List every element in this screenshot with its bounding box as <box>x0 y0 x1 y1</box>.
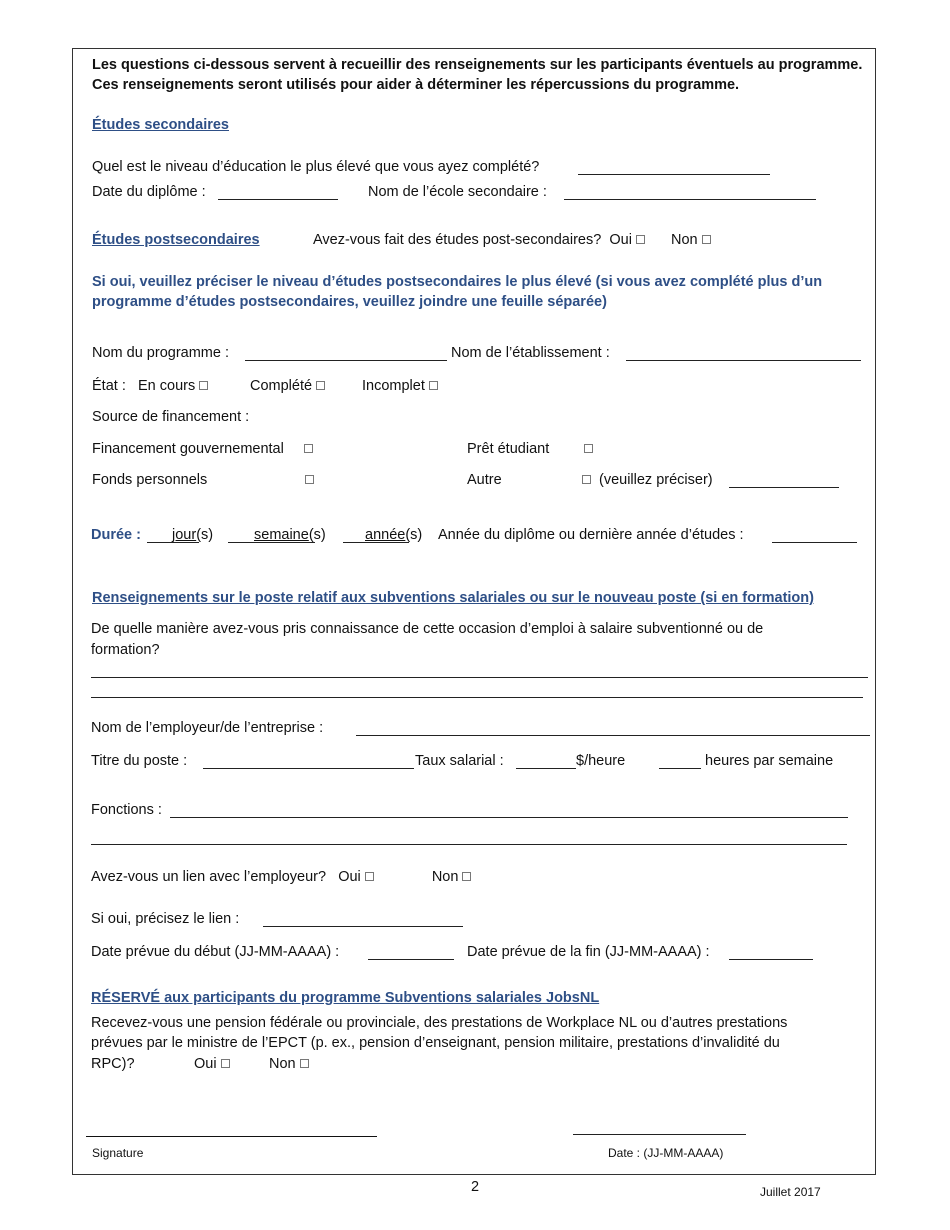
duration-days: jour(s) <box>172 527 214 543</box>
status-completed: Complété <box>250 377 325 395</box>
duration-weeks: semaine(s) <box>254 527 326 543</box>
grad-date-label: Date du diplôme : <box>92 184 206 200</box>
duration-label: Durée : <box>91 527 141 543</box>
hours-label: heures par semaine <box>705 753 834 769</box>
status-in-progress: En cours <box>138 377 208 395</box>
position-heading: Renseignements sur le poste relatif aux subventions salariales ou sur le nouveau poste (si en formation) <box>92 590 814 606</box>
postsecondary-yes-label: Oui <box>609 232 632 248</box>
postsecondary-instruction-2: programme d’études postsecondaires, veuillez joindre une feuille séparée) <box>92 294 607 310</box>
reserved-line-2: prévues par le ministre de l’EPCT (p. ex., pension d’enseignant, pension militaire, prestations d’invalidité du <box>91 1035 780 1051</box>
reserved-no-checkbox[interactable] <box>300 1059 309 1068</box>
school-name-label: Nom de l’école secondaire : <box>368 184 547 200</box>
status-completed-checkbox[interactable] <box>316 381 325 390</box>
duties-field-2[interactable] <box>91 844 847 845</box>
reserved-yes: Oui <box>194 1055 230 1073</box>
postsecondary-no-checkbox[interactable] <box>702 235 711 244</box>
signature-label: Signature <box>92 1146 144 1160</box>
status-incomplete-checkbox[interactable] <box>429 381 438 390</box>
status-incomplete: Incomplet <box>362 377 438 395</box>
position-answer-line-2[interactable] <box>91 697 863 698</box>
postsecondary-instruction-1: Si oui, veuillez préciser le niveau d’études postsecondaires le plus élevé (si vous avez complété plus d’un <box>92 274 823 290</box>
relation-specify-label: Si oui, précisez le lien : <box>91 911 240 927</box>
job-title-field[interactable] <box>203 768 414 769</box>
reserved-yes-checkbox[interactable] <box>221 1059 230 1068</box>
postsecondary-no-label: Non <box>671 232 698 248</box>
education-level-field[interactable] <box>578 174 770 175</box>
funding-gov-label: Financement gouvernemental <box>92 441 284 457</box>
funding-other-label: Autre <box>467 472 502 488</box>
wage-label: Taux salarial : <box>415 753 504 769</box>
wage-field[interactable] <box>516 768 576 769</box>
program-name-label: Nom du programme : <box>92 345 229 361</box>
relation-yes-label: Oui <box>338 869 361 885</box>
secondary-heading: Études secondaires <box>92 117 229 133</box>
intro-line-1: Les questions ci-dessous servent à recueillir des renseignements sur les participants éventuels au programme. <box>92 57 863 73</box>
position-question-2: formation? <box>91 642 160 658</box>
funding-loan-label: Prêt étudiant <box>467 441 550 457</box>
employer-name-field[interactable] <box>356 735 870 736</box>
institution-name-label: Nom de l’établissement : <box>451 345 610 361</box>
page-number: 2 <box>471 1179 480 1195</box>
duties-label: Fonctions : <box>91 802 162 818</box>
relation-question: Avez-vous un lien avec l’employeur? Oui Non <box>91 868 471 886</box>
funding-other-field[interactable] <box>729 487 839 488</box>
funding-loan-checkbox[interactable] <box>584 444 593 453</box>
duration-years: année(s) <box>365 527 423 543</box>
start-date-field[interactable] <box>368 959 454 960</box>
funding-personal-label: Fonds personnels <box>92 472 208 488</box>
program-name-field[interactable] <box>245 360 447 361</box>
employer-name-label: Nom de l’employeur/de l’entreprise : <box>91 720 324 736</box>
reserved-line-3: RPC)? <box>91 1056 135 1072</box>
funding-other-specify: (veuillez préciser) <box>599 472 713 488</box>
revision-date: Juillet 2017 <box>760 1185 821 1199</box>
status-label: État : <box>92 378 126 394</box>
intro-line-2: Ces renseignements seront utilisés pour aider à déterminer les répercussions du programme. <box>92 77 740 93</box>
reserved-line-1: Recevez-vous une pension fédérale ou provinciale, des prestations de Workplace NL ou d’autres prestations <box>91 1015 788 1031</box>
signature-field[interactable] <box>86 1136 377 1137</box>
start-date-label: Date prévue du début (JJ-MM-AAAA) : <box>91 944 340 960</box>
grad-year-field[interactable] <box>772 542 857 543</box>
postsecondary-heading: Études postsecondaires <box>92 232 260 248</box>
position-answer-line-1[interactable] <box>91 677 868 678</box>
status-in-progress-checkbox[interactable] <box>199 381 208 390</box>
postsecondary-yes-checkbox[interactable] <box>636 235 645 244</box>
education-level-label: Quel est le niveau d’éducation le plus élevé que vous ayez complété? <box>92 159 540 175</box>
wage-unit: $/heure <box>576 753 626 769</box>
relation-yes-checkbox[interactable] <box>365 872 374 881</box>
funding-label: Source de financement : <box>92 409 250 425</box>
end-date-label: Date prévue de la fin (JJ-MM-AAAA) : <box>467 944 710 960</box>
grad-date-field[interactable] <box>218 199 338 200</box>
job-title-label: Titre du poste : <box>91 753 188 769</box>
funding-gov-checkbox[interactable] <box>304 444 313 453</box>
postsecondary-question: Avez-vous fait des études post-secondaires? Oui Non <box>313 231 711 249</box>
grad-year-label: Année du diplôme ou dernière année d’études : <box>438 527 744 543</box>
duties-field-1[interactable] <box>170 817 848 818</box>
hours-field[interactable] <box>659 768 701 769</box>
school-name-field[interactable] <box>564 199 816 200</box>
institution-name-field[interactable] <box>626 360 861 361</box>
end-date-field[interactable] <box>729 959 813 960</box>
reserved-no: Non <box>269 1055 309 1073</box>
relation-no-checkbox[interactable] <box>462 872 471 881</box>
position-question-1: De quelle manière avez-vous pris connaissance de cette occasion d’emploi à salaire subventionné ou de <box>91 621 764 637</box>
funding-other-checkbox[interactable] <box>582 475 591 484</box>
signature-date-label: Date : (JJ-MM-AAAA) <box>608 1146 724 1160</box>
funding-personal-checkbox[interactable] <box>305 475 314 484</box>
relation-no-label: Non <box>431 869 459 885</box>
relation-specify-field[interactable] <box>263 926 463 927</box>
reserved-heading: RÉSERVÉ aux participants du programme Subventions salariales JobsNL <box>91 990 600 1006</box>
signature-date-field[interactable] <box>573 1134 746 1135</box>
